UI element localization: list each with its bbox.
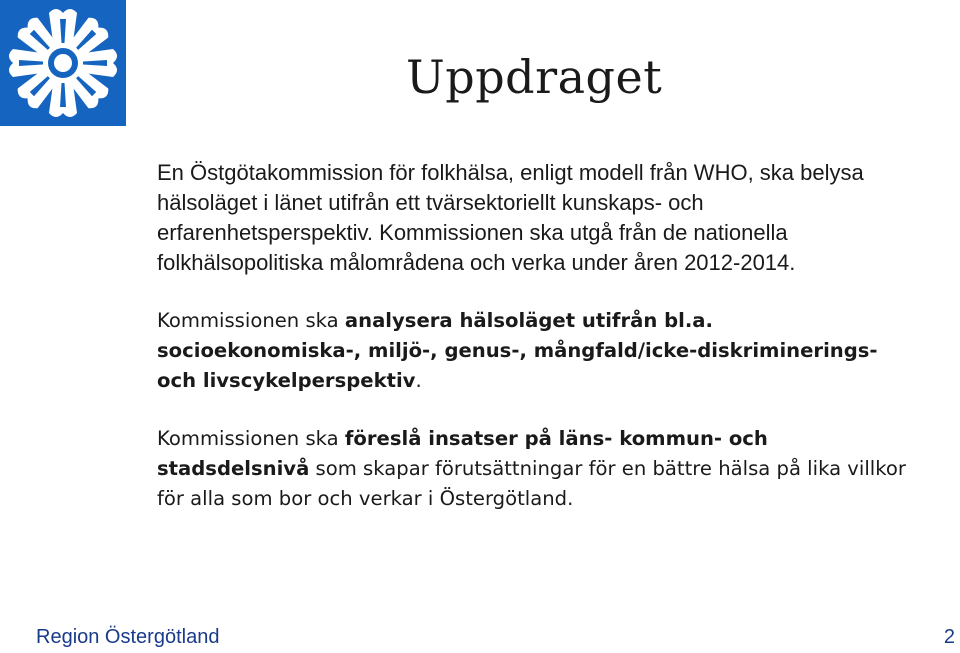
page-number: 2: [943, 626, 955, 648]
analysis-suffix: .: [415, 369, 422, 392]
proposals-prefix: Kommissionen ska: [157, 427, 345, 450]
slide-title: Uppdraget: [406, 50, 663, 104]
slide-body: [157, 158, 917, 542]
analysis-prefix: Kommissionen ska: [157, 309, 345, 332]
paragraph-analysis: [157, 306, 917, 396]
flower-logo-icon: [0, 0, 126, 126]
region-logo: [0, 0, 126, 126]
proposals-suffix: som skapar förutsättningar för en bättre hälsa på lika villkor för alla som bor och verkar i Östergötland.: [157, 457, 906, 510]
paragraph-proposals: [157, 424, 917, 514]
footer-organization: Region Östergötland: [36, 626, 220, 648]
paragraph-mission: En Östgötakommission för folkhälsa, enligt modell från WHO, ska belysa hälsoläget i länet utifrån ett tvärsektoriellt kunskaps- och erfarenhetsperspektiv. Kommissionen ska utgå från de nationella folkhälsopolitiska målområdena och verka under åren 2012-2014.: [157, 160, 864, 275]
proposals-bold: föreslå insatser på läns- kommun- och stadsdelsnivå: [157, 427, 768, 480]
analysis-bold: analysera hälsoläget utifrån bl.a. socioekonomiska-, miljö-, genus-, mångfald/icke-diskriminerings- och livscykelperspektiv: [157, 309, 878, 392]
